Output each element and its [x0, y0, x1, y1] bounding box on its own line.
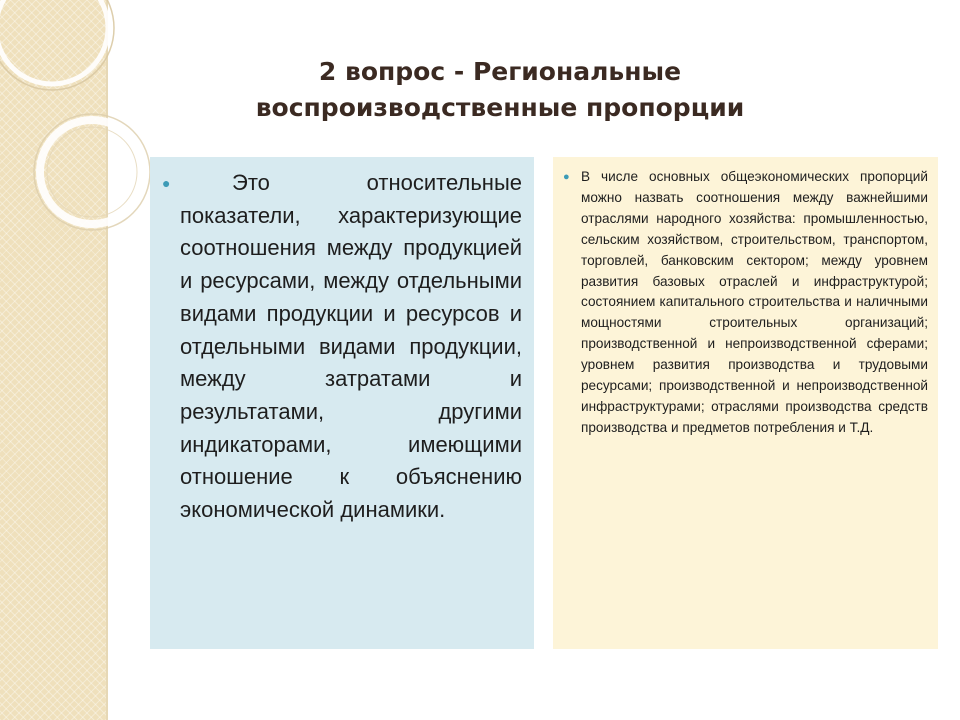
slide-title-line1: 2 вопрос - Региональные [318, 57, 682, 86]
proportions-text: В числе основных общеэкономических пропорций можно назвать соотношения между важнейшими отраслями народного хозяйства: промышленностью, сельским хозяйством, строительством, транспортом, торговлей, банковским сектором; между уровнем развития базовых отраслей и инфраструктурой; состоянием капитального строительства и наличными мощностями строительных организаций; производственной и непроизводственной сферами; уровнем развития производства и трудовыми ресурсами; производственной и непроизводственной инфраструктурами; отраслями производства средств производства и предметов потребления и Т.Д. [581, 169, 928, 435]
bullet-dot-icon: ● [162, 175, 171, 191]
bullet-dot-icon: ● [563, 171, 570, 183]
proportions-panel [553, 157, 938, 649]
slide-title [200, 54, 800, 126]
definition-text: Это относительные показатели, характеризующие соотношения между продукцией и ресурсами, между отдельными видами продукции и ресурсов и отдельными видами продукции, между затратами и результатами, другими индикаторами, имеющими отношение к объяснению экономической динамики. [180, 170, 522, 523]
definition-panel [150, 157, 534, 649]
decorative-rings [0, 0, 130, 240]
slide-title-line2: воспроизводственные пропорции [255, 93, 745, 122]
